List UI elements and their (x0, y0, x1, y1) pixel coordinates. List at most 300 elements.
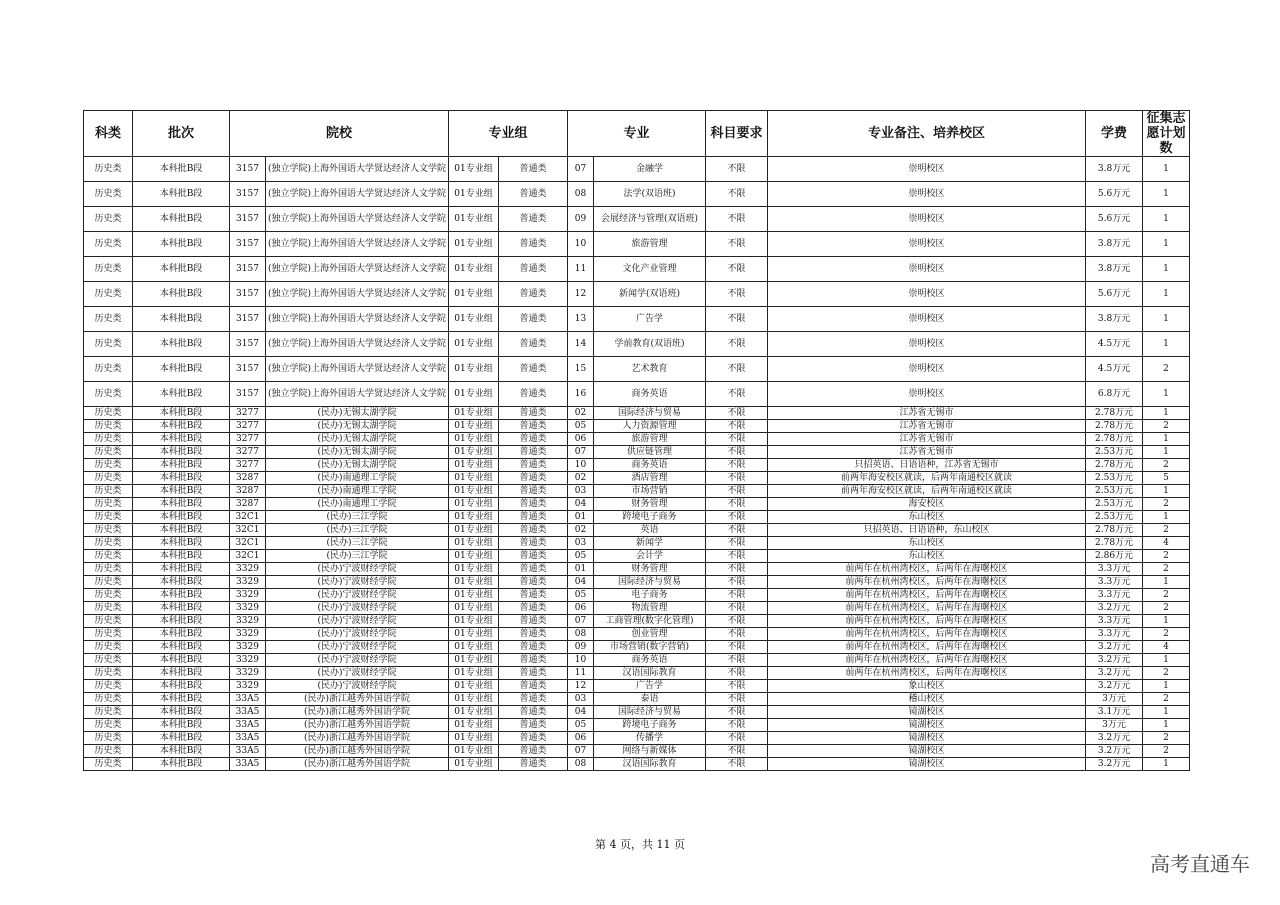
cell-major-name: 广告学 (594, 680, 706, 693)
cell-major-name: 新闻学 (594, 537, 706, 550)
cell-subject: 不限 (706, 667, 768, 680)
cell-fee: 3.2万元 (1086, 667, 1143, 680)
cell-subject: 不限 (706, 257, 768, 282)
cell-school-name: (独立学院)上海外国语大学贤达经济人文学院 (266, 332, 449, 357)
table-row (84, 446, 1190, 459)
cell-category: 历史类 (84, 745, 133, 758)
cell-batch: 本科批B段 (133, 615, 230, 628)
cell-batch: 本科批B段 (133, 511, 230, 524)
cell-group: 01专业组 (449, 446, 499, 459)
cell-subject: 不限 (706, 693, 768, 706)
table-body (84, 157, 1190, 771)
cell-subject: 不限 (706, 157, 768, 182)
cell-group: 01专业组 (449, 182, 499, 207)
cell-fee: 5.6万元 (1086, 207, 1143, 232)
cell-subject: 不限 (706, 615, 768, 628)
cell-school-code: 33A5 (230, 719, 266, 732)
cell-category: 历史类 (84, 563, 133, 576)
cell-major-name: 财务管理 (594, 563, 706, 576)
cell-major-name: 文化产业管理 (594, 257, 706, 282)
cell-category: 历史类 (84, 680, 133, 693)
cell-major-code: 03 (568, 485, 594, 498)
cell-school-code: 3157 (230, 382, 266, 407)
cell-plan: 2 (1143, 732, 1190, 745)
cell-major-code: 11 (568, 257, 594, 282)
cell-plan: 2 (1143, 563, 1190, 576)
cell-major-name: 工商管理(数字化管理) (594, 615, 706, 628)
cell-subject: 不限 (706, 641, 768, 654)
cell-school-code: 3329 (230, 563, 266, 576)
cell-major-name: 酒店管理 (594, 472, 706, 485)
cell-note: 江苏省无锡市 (768, 446, 1086, 459)
cell-major-name: 商务英语 (594, 654, 706, 667)
cell-note: 只招英语、日语语种，江苏省无锡市 (768, 459, 1086, 472)
cell-group: 01专业组 (449, 407, 499, 420)
cell-note: 前两年在杭州湾校区，后两年在海曙校区 (768, 576, 1086, 589)
cell-group-type: 普通类 (499, 485, 568, 498)
cell-fee: 4.5万元 (1086, 357, 1143, 382)
cell-school-code: 3157 (230, 332, 266, 357)
cell-group-type: 普通类 (499, 357, 568, 382)
cell-major-name: 汉语国际教育 (594, 758, 706, 771)
cell-subject: 不限 (706, 232, 768, 257)
cell-major-name: 市场营销 (594, 485, 706, 498)
cell-major-code: 09 (568, 207, 594, 232)
cell-subject: 不限 (706, 485, 768, 498)
cell-plan: 1 (1143, 382, 1190, 407)
cell-major-code: 10 (568, 232, 594, 257)
cell-school-code: 3277 (230, 446, 266, 459)
cell-subject: 不限 (706, 628, 768, 641)
cell-school-name: (民办)三江学院 (266, 537, 449, 550)
cell-group-type: 普通类 (499, 407, 568, 420)
cell-school-code: 3277 (230, 420, 266, 433)
cell-note: 崇明校区 (768, 157, 1086, 182)
cell-category: 历史类 (84, 589, 133, 602)
cell-fee: 3.3万元 (1086, 576, 1143, 589)
cell-school-code: 3277 (230, 459, 266, 472)
cell-subject: 不限 (706, 459, 768, 472)
cell-group-type: 普通类 (499, 693, 568, 706)
cell-plan: 1 (1143, 157, 1190, 182)
cell-fee: 4.5万元 (1086, 332, 1143, 357)
cell-school-code: 3287 (230, 485, 266, 498)
cell-subject: 不限 (706, 524, 768, 537)
cell-note: 前两年海安校区就读，后两年南通校区就读 (768, 472, 1086, 485)
cell-fee: 2.53万元 (1086, 485, 1143, 498)
table-row (84, 433, 1190, 446)
cell-note: 崇明校区 (768, 307, 1086, 332)
cell-plan: 2 (1143, 745, 1190, 758)
cell-note: 崇明校区 (768, 332, 1086, 357)
cell-group-type: 普通类 (499, 537, 568, 550)
cell-plan: 4 (1143, 641, 1190, 654)
cell-group: 01专业组 (449, 433, 499, 446)
cell-school-code: 32C1 (230, 550, 266, 563)
cell-note: 前两年在杭州湾校区，后两年在海曙校区 (768, 563, 1086, 576)
cell-major-code: 05 (568, 589, 594, 602)
cell-plan: 1 (1143, 307, 1190, 332)
cell-note: 前两年在杭州湾校区，后两年在海曙校区 (768, 667, 1086, 680)
cell-school-name: (民办)浙江越秀外国语学院 (266, 719, 449, 732)
cell-subject: 不限 (706, 563, 768, 576)
cell-group: 01专业组 (449, 550, 499, 563)
cell-major-code: 04 (568, 498, 594, 511)
cell-major-code: 07 (568, 157, 594, 182)
cell-group: 01专业组 (449, 602, 499, 615)
cell-plan: 4 (1143, 537, 1190, 550)
cell-school-name: (民办)宁波财经学院 (266, 589, 449, 602)
cell-major-code: 10 (568, 459, 594, 472)
cell-batch: 本科批B段 (133, 589, 230, 602)
cell-subject: 不限 (706, 472, 768, 485)
cell-batch: 本科批B段 (133, 563, 230, 576)
cell-school-name: (民办)宁波财经学院 (266, 563, 449, 576)
cell-school-code: 3287 (230, 472, 266, 485)
cell-plan: 2 (1143, 459, 1190, 472)
cell-category: 历史类 (84, 628, 133, 641)
cell-batch: 本科批B段 (133, 485, 230, 498)
cell-batch: 本科批B段 (133, 459, 230, 472)
cell-fee: 3.8万元 (1086, 232, 1143, 257)
cell-school-code: 3277 (230, 433, 266, 446)
header-school: 院校 (230, 111, 449, 157)
cell-batch: 本科批B段 (133, 693, 230, 706)
cell-school-name: (民办)浙江越秀外国语学院 (266, 745, 449, 758)
cell-major-name: 英语 (594, 524, 706, 537)
cell-major-name: 艺术教育 (594, 357, 706, 382)
cell-group: 01专业组 (449, 232, 499, 257)
cell-batch: 本科批B段 (133, 446, 230, 459)
cell-major-code: 03 (568, 693, 594, 706)
cell-group-type: 普通类 (499, 615, 568, 628)
cell-major-name: 旅游管理 (594, 232, 706, 257)
cell-fee: 3.2万元 (1086, 602, 1143, 615)
cell-plan: 1 (1143, 182, 1190, 207)
cell-school-code: 3157 (230, 357, 266, 382)
cell-note: 镜湖校区 (768, 745, 1086, 758)
cell-major-code: 08 (568, 758, 594, 771)
cell-category: 历史类 (84, 498, 133, 511)
cell-major-code: 12 (568, 282, 594, 307)
cell-school-name: (民办)南通理工学院 (266, 485, 449, 498)
cell-major-code: 05 (568, 719, 594, 732)
cell-major-code: 16 (568, 382, 594, 407)
cell-note: 崇明校区 (768, 282, 1086, 307)
cell-group-type: 普通类 (499, 602, 568, 615)
cell-plan: 2 (1143, 589, 1190, 602)
cell-school-name: (独立学院)上海外国语大学贤达经济人文学院 (266, 357, 449, 382)
cell-group-type: 普通类 (499, 420, 568, 433)
cell-major-name: 人力资源管理 (594, 420, 706, 433)
table-row (84, 719, 1190, 732)
table-row (84, 641, 1190, 654)
cell-plan: 1 (1143, 615, 1190, 628)
cell-batch: 本科批B段 (133, 332, 230, 357)
cell-school-code: 3329 (230, 576, 266, 589)
cell-note: 前两年在杭州湾校区，后两年在海曙校区 (768, 654, 1086, 667)
cell-batch: 本科批B段 (133, 407, 230, 420)
cell-group: 01专业组 (449, 719, 499, 732)
table-row (84, 706, 1190, 719)
cell-fee: 2.78万元 (1086, 433, 1143, 446)
cell-school-name: (民办)宁波财经学院 (266, 576, 449, 589)
cell-batch: 本科批B段 (133, 537, 230, 550)
cell-major-code: 12 (568, 680, 594, 693)
header-major: 专业 (568, 111, 706, 157)
cell-batch: 本科批B段 (133, 667, 230, 680)
cell-major-code: 07 (568, 446, 594, 459)
cell-major-code: 04 (568, 706, 594, 719)
cell-category: 历史类 (84, 654, 133, 667)
cell-major-code: 04 (568, 576, 594, 589)
cell-major-name: 会计学 (594, 550, 706, 563)
cell-plan: 1 (1143, 511, 1190, 524)
cell-school-name: (民办)宁波财经学院 (266, 602, 449, 615)
cell-school-name: (民办)浙江越秀外国语学院 (266, 732, 449, 745)
cell-major-name: 广告学 (594, 307, 706, 332)
cell-batch: 本科批B段 (133, 257, 230, 282)
cell-group-type: 普通类 (499, 524, 568, 537)
cell-group-type: 普通类 (499, 706, 568, 719)
cell-school-name: (独立学院)上海外国语大学贤达经济人文学院 (266, 257, 449, 282)
cell-school-name: (独立学院)上海外国语大学贤达经济人文学院 (266, 382, 449, 407)
cell-note: 前两年在杭州湾校区，后两年在海曙校区 (768, 615, 1086, 628)
cell-major-code: 14 (568, 332, 594, 357)
cell-group-type: 普通类 (499, 157, 568, 182)
cell-school-code: 3329 (230, 654, 266, 667)
cell-group: 01专业组 (449, 732, 499, 745)
cell-category: 历史类 (84, 182, 133, 207)
table-row (84, 693, 1190, 706)
cell-school-code: 32C1 (230, 537, 266, 550)
admission-plan-table (83, 110, 1190, 771)
cell-major-name: 商务英语 (594, 459, 706, 472)
cell-plan: 2 (1143, 420, 1190, 433)
cell-group: 01专业组 (449, 537, 499, 550)
cell-group-type: 普通类 (499, 758, 568, 771)
cell-group: 01专业组 (449, 485, 499, 498)
table-row (84, 382, 1190, 407)
header-fee: 学费 (1086, 111, 1143, 157)
cell-category: 历史类 (84, 407, 133, 420)
cell-major-code: 08 (568, 182, 594, 207)
cell-group-type: 普通类 (499, 654, 568, 667)
cell-group-type: 普通类 (499, 472, 568, 485)
cell-school-code: 3329 (230, 602, 266, 615)
cell-note: 崇明校区 (768, 232, 1086, 257)
cell-group-type: 普通类 (499, 641, 568, 654)
table-row (84, 654, 1190, 667)
cell-subject: 不限 (706, 550, 768, 563)
cell-fee: 3万元 (1086, 693, 1143, 706)
cell-batch: 本科批B段 (133, 420, 230, 433)
cell-batch: 本科批B段 (133, 232, 230, 257)
cell-subject: 不限 (706, 407, 768, 420)
cell-category: 历史类 (84, 537, 133, 550)
cell-category: 历史类 (84, 257, 133, 282)
cell-plan: 1 (1143, 719, 1190, 732)
cell-fee: 3.2万元 (1086, 745, 1143, 758)
cell-subject: 不限 (706, 511, 768, 524)
table-row (84, 357, 1190, 382)
cell-plan: 1 (1143, 446, 1190, 459)
cell-school-name: (独立学院)上海外国语大学贤达经济人文学院 (266, 282, 449, 307)
cell-school-code: 3157 (230, 157, 266, 182)
cell-plan: 1 (1143, 232, 1190, 257)
table-row (84, 332, 1190, 357)
cell-school-name: (民办)浙江越秀外国语学院 (266, 693, 449, 706)
cell-fee: 3.8万元 (1086, 257, 1143, 282)
table-row (84, 182, 1190, 207)
cell-major-code: 03 (568, 537, 594, 550)
cell-school-code: 3157 (230, 282, 266, 307)
cell-subject: 不限 (706, 382, 768, 407)
table-row (84, 550, 1190, 563)
cell-subject: 不限 (706, 207, 768, 232)
cell-school-code: 3329 (230, 615, 266, 628)
cell-fee: 2.78万元 (1086, 459, 1143, 472)
table-header-row (84, 111, 1190, 157)
cell-major-code: 09 (568, 641, 594, 654)
cell-group-type: 普通类 (499, 576, 568, 589)
cell-major-name: 物流管理 (594, 602, 706, 615)
cell-category: 历史类 (84, 602, 133, 615)
cell-major-code: 02 (568, 524, 594, 537)
cell-category: 历史类 (84, 433, 133, 446)
cell-batch: 本科批B段 (133, 550, 230, 563)
cell-fee: 3.8万元 (1086, 307, 1143, 332)
cell-batch: 本科批B段 (133, 357, 230, 382)
cell-group-type: 普通类 (499, 307, 568, 332)
cell-fee: 2.86万元 (1086, 550, 1143, 563)
cell-subject: 不限 (706, 589, 768, 602)
cell-group: 01专业组 (449, 589, 499, 602)
cell-major-name: 商务英语 (594, 382, 706, 407)
cell-school-code: 3157 (230, 207, 266, 232)
cell-group-type: 普通类 (499, 745, 568, 758)
cell-note: 镜湖校区 (768, 719, 1086, 732)
cell-major-code: 13 (568, 307, 594, 332)
cell-fee: 2.53万元 (1086, 498, 1143, 511)
cell-school-code: 33A5 (230, 745, 266, 758)
cell-group: 01专业组 (449, 615, 499, 628)
cell-subject: 不限 (706, 182, 768, 207)
cell-subject: 不限 (706, 433, 768, 446)
table-row (84, 459, 1190, 472)
cell-note: 前两年在杭州湾校区，后两年在海曙校区 (768, 589, 1086, 602)
header-subject: 科目要求 (706, 111, 768, 157)
cell-category: 历史类 (84, 576, 133, 589)
cell-subject: 不限 (706, 446, 768, 459)
cell-group-type: 普通类 (499, 207, 568, 232)
cell-category: 历史类 (84, 157, 133, 182)
cell-plan: 2 (1143, 667, 1190, 680)
cell-category: 历史类 (84, 667, 133, 680)
cell-group-type: 普通类 (499, 667, 568, 680)
cell-batch: 本科批B段 (133, 307, 230, 332)
cell-school-code: 3157 (230, 307, 266, 332)
cell-group: 01专业组 (449, 628, 499, 641)
header-group: 专业组 (449, 111, 568, 157)
cell-group: 01专业组 (449, 524, 499, 537)
table-row (84, 732, 1190, 745)
cell-school-name: (民办)宁波财经学院 (266, 667, 449, 680)
cell-group-type: 普通类 (499, 257, 568, 282)
cell-subject: 不限 (706, 357, 768, 382)
cell-subject: 不限 (706, 732, 768, 745)
cell-batch: 本科批B段 (133, 382, 230, 407)
cell-note: 崇明校区 (768, 382, 1086, 407)
cell-note: 只招英语、日语语种，东山校区 (768, 524, 1086, 537)
cell-group: 01专业组 (449, 420, 499, 433)
cell-group-type: 普通类 (499, 433, 568, 446)
cell-subject: 不限 (706, 282, 768, 307)
cell-category: 历史类 (84, 524, 133, 537)
cell-fee: 3.1万元 (1086, 706, 1143, 719)
table-row (84, 524, 1190, 537)
cell-school-code: 3329 (230, 680, 266, 693)
cell-plan: 1 (1143, 282, 1190, 307)
cell-major-name: 财务管理 (594, 498, 706, 511)
cell-group-type: 普通类 (499, 719, 568, 732)
cell-note: 崇明校区 (768, 207, 1086, 232)
cell-school-code: 3329 (230, 667, 266, 680)
cell-subject: 不限 (706, 537, 768, 550)
cell-group: 01专业组 (449, 157, 499, 182)
cell-fee: 2.78万元 (1086, 420, 1143, 433)
table-row (84, 157, 1190, 182)
cell-school-code: 33A5 (230, 732, 266, 745)
cell-note: 前两年在杭州湾校区，后两年在海曙校区 (768, 628, 1086, 641)
cell-school-code: 32C1 (230, 524, 266, 537)
cell-batch: 本科批B段 (133, 628, 230, 641)
cell-group-type: 普通类 (499, 550, 568, 563)
cell-note: 海安校区 (768, 498, 1086, 511)
cell-plan: 1 (1143, 758, 1190, 771)
cell-major-code: 08 (568, 628, 594, 641)
cell-fee: 3.8万元 (1086, 157, 1143, 182)
cell-school-name: (民办)浙江越秀外国语学院 (266, 758, 449, 771)
table-row (84, 207, 1190, 232)
cell-school-name: (民办)三江学院 (266, 524, 449, 537)
cell-batch: 本科批B段 (133, 207, 230, 232)
cell-major-code: 02 (568, 407, 594, 420)
table-row (84, 282, 1190, 307)
cell-category: 历史类 (84, 382, 133, 407)
cell-school-name: (民办)无锡太湖学院 (266, 420, 449, 433)
cell-group-type: 普通类 (499, 498, 568, 511)
cell-group: 01专业组 (449, 332, 499, 357)
table-row (84, 667, 1190, 680)
cell-school-code: 3157 (230, 257, 266, 282)
cell-school-name: (民办)宁波财经学院 (266, 628, 449, 641)
cell-note: 江苏省无锡市 (768, 433, 1086, 446)
cell-group-type: 普通类 (499, 459, 568, 472)
cell-subject: 不限 (706, 706, 768, 719)
cell-subject: 不限 (706, 745, 768, 758)
cell-major-name: 国际经济与贸易 (594, 576, 706, 589)
cell-note: 前两年海安校区就读，后两年南通校区就读 (768, 485, 1086, 498)
cell-category: 历史类 (84, 357, 133, 382)
table-row (84, 680, 1190, 693)
cell-category: 历史类 (84, 420, 133, 433)
cell-batch: 本科批B段 (133, 282, 230, 307)
cell-note: 崇明校区 (768, 257, 1086, 282)
cell-category: 历史类 (84, 758, 133, 771)
table-row (84, 232, 1190, 257)
cell-major-code: 11 (568, 667, 594, 680)
